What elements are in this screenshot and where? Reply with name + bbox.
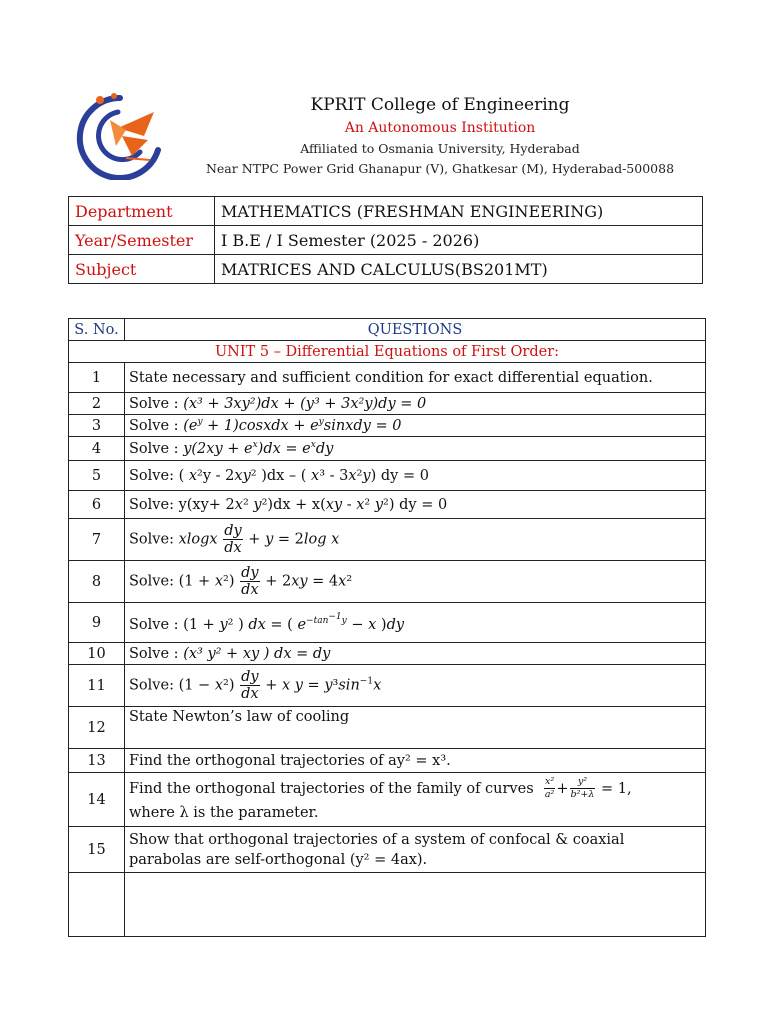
table-header-row — [69, 319, 706, 341]
subject-row — [69, 255, 703, 284]
department-row — [69, 197, 703, 226]
question-row — [69, 603, 706, 643]
question-number: 15 — [69, 827, 125, 873]
sno-header: S. No. — [69, 319, 125, 341]
question-row — [69, 363, 706, 393]
question-number: 11 — [69, 665, 125, 707]
question-row — [69, 749, 706, 773]
question-row — [69, 827, 706, 873]
question-text: Solve : (x³ + 3xy²)dx + (y³ + 3x²y)dy = 0 — [125, 393, 706, 415]
question-number: 8 — [69, 561, 125, 603]
question-text: Solve: (1 + x²) $\frac{dy}{dx}$ + 2xy = 4x² — [125, 561, 706, 603]
empty-cell — [125, 873, 706, 937]
question-number: 9 — [69, 603, 125, 643]
question-text: Find the orthogonal trajectories of ay² = x³. — [125, 749, 706, 773]
question-row — [69, 437, 706, 461]
question-text-part: Find the orthogonal trajectories of the family of curves — [129, 780, 534, 797]
question-number: 14 — [69, 773, 125, 827]
college-logo — [70, 90, 170, 180]
college-name: KPRIT College of Engineering — [310, 95, 570, 115]
question-number: 5 — [69, 461, 125, 491]
question-text-part: where λ is the parameter. — [129, 804, 319, 821]
question-row — [69, 491, 706, 519]
question-number: 1 — [69, 363, 125, 393]
question-text: Solve : (x³ y² + xy ) dx = dy — [125, 643, 706, 665]
empty-cell — [69, 873, 125, 937]
question-text: Find the orthogonal trajectories of the family of curves $\frac{\text{x²}}{\text{a²}}$ + $\frac{\text{y²}}{\text{b²+λ}}$ = 1, where λ is the parameter. — [125, 773, 706, 827]
header — [190, 93, 690, 179]
unit-title: UNIT 5 – Differential Equations of First Order: — [69, 341, 706, 363]
year-row — [69, 226, 703, 255]
question-text: Solve: ( x²y - 2xy² )dx – ( x³ - 3x²y) dy = 0 — [125, 461, 706, 491]
question-row — [69, 707, 706, 749]
question-number: 4 — [69, 437, 125, 461]
question-text: Solve: y(xy+ 2x² y²)dx + x(xy - x² y²) dy = 0 — [125, 491, 706, 519]
autonomous-label: An Autonomous Institution — [344, 120, 536, 136]
question-text: State necessary and sufficient condition for exact differential equation. — [125, 363, 706, 393]
question-row — [69, 665, 706, 707]
year-value: I B.E / I Semester (2025 - 2026) — [215, 226, 703, 255]
question-text: Solve : $y(2xy + e^x)dx = e^xdy$ — [125, 437, 706, 461]
question-number: 7 — [69, 519, 125, 561]
unit-row — [69, 341, 706, 363]
question-text: Solve: (1 − x²) $\frac{dy}{dx}$ + x $y = y^3\sin^{-1}x$ — [125, 665, 706, 707]
question-text: Show that orthogonal trajectories of a system of confocal & coaxial parabolas are self-orthogonal (y² = 4ax). — [125, 827, 706, 873]
subject-label: Subject — [69, 255, 215, 284]
question-text: Solve: xlogx $\frac{dy}{dx}$ + y = 2log x — [125, 519, 706, 561]
year-label: Year/Semester — [69, 226, 215, 255]
questions-table — [68, 318, 706, 937]
department-label: Department — [69, 197, 215, 226]
question-text: Solve : (1 + y² ) dx = ( $e^{-tan^{-1}y} - x$ )dy — [125, 603, 706, 643]
question-row — [69, 519, 706, 561]
question-row — [69, 461, 706, 491]
question-row — [69, 415, 706, 437]
question-number: 10 — [69, 643, 125, 665]
question-number: 3 — [69, 415, 125, 437]
question-row — [69, 393, 706, 415]
empty-row — [69, 873, 706, 937]
question-number: 13 — [69, 749, 125, 773]
address: Near NTPC Power Grid Ghanapur (V), Ghatkesar (M), Hyderabad-500088 — [205, 161, 675, 176]
questions-header: QUESTIONS — [125, 319, 706, 341]
question-number: 12 — [69, 707, 125, 749]
question-number: 2 — [69, 393, 125, 415]
question-text: State Newton’s law of cooling — [125, 707, 706, 749]
affiliation: Affiliated to Osmania University, Hyderabad — [300, 141, 580, 156]
question-text: Solve : ($e^y$ + 1)cosxdx + $e^ysinxdy = 0$ — [125, 415, 706, 437]
course-info-table — [68, 196, 703, 284]
subject-value: MATRICES AND CALCULUS(BS201MT) — [215, 255, 703, 284]
question-number: 6 — [69, 491, 125, 519]
question-row — [69, 773, 706, 827]
question-row — [69, 561, 706, 603]
department-value: MATHEMATICS (FRESHMAN ENGINEERING) — [215, 197, 703, 226]
question-row — [69, 643, 706, 665]
